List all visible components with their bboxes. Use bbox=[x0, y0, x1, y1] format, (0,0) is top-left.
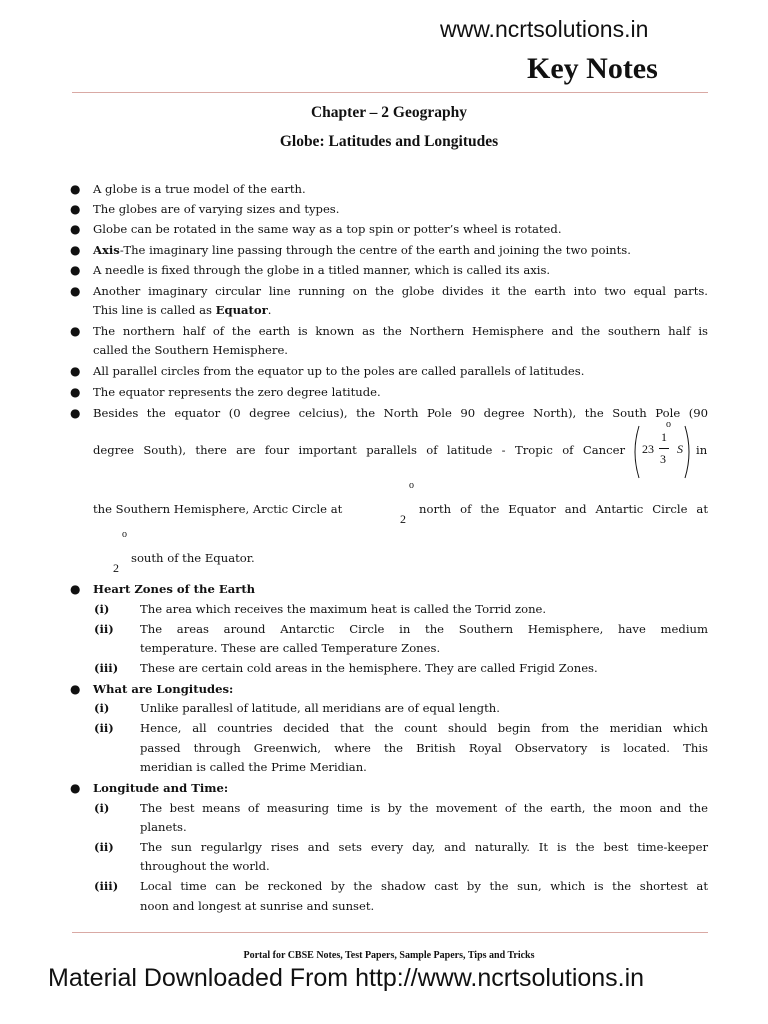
bullet-text: Besides the equator (0 degree celcius), the North Pole 90 degree North), the South Pole (90 bbox=[93, 406, 708, 420]
item-number: (iii) bbox=[94, 879, 119, 893]
bullet-text bbox=[93, 302, 271, 318]
bullet-text: The northern half of the earth is known as the Northern Hemisphere and the southern half is bbox=[93, 324, 708, 338]
item-number: (i) bbox=[94, 801, 110, 815]
item-number: (ii) bbox=[94, 840, 114, 854]
item-text: The areas around Antarctic Circle in the Southern Hemisphere, have medium bbox=[140, 622, 708, 636]
tropic-numerator: 1 bbox=[661, 430, 667, 444]
section-heading: What are Longitudes: bbox=[93, 682, 234, 696]
item-text: The area which receives the maximum heat is called the Torrid zone. bbox=[140, 602, 547, 616]
tropic-degree: o bbox=[666, 419, 671, 430]
section-heading: Heart Zones of the Earth bbox=[93, 582, 256, 596]
item-number: (ii) bbox=[94, 622, 114, 636]
chapter-subtitle: Globe: Latitudes and Longitudes bbox=[279, 133, 499, 150]
axis-definition: -The imaginary line passing through the centre of the earth and joining the two points. bbox=[119, 243, 631, 257]
header-rule bbox=[72, 92, 708, 93]
download-banner[interactable]: Material Downloaded From http://www.ncrtsolutions.in bbox=[48, 964, 645, 992]
footer-rule bbox=[72, 932, 708, 933]
bullet-dot: ● bbox=[70, 182, 81, 196]
item-text: The best means of measuring time is by the movement of the earth, the moon and the bbox=[140, 801, 708, 815]
footer-portal-text: Portal for CBSE Notes, Test Papers, Sample Papers, Tips and Tricks bbox=[243, 950, 535, 961]
bullet-text-end: in bbox=[696, 443, 708, 457]
item-text: These are certain cold areas in the hemisphere. They are called Frigid Zones. bbox=[140, 661, 598, 675]
item-text: Hence, all countries decided that the count should begin from the meridian which bbox=[140, 721, 708, 735]
bullet-dot: ● bbox=[70, 222, 81, 236]
bullet-text: The globes are of varying sizes and types. bbox=[93, 202, 340, 216]
antarctic-denominator: 2 bbox=[113, 561, 119, 575]
item-number: (iii) bbox=[94, 661, 119, 675]
item-text: meridian is called the Prime Meridian. bbox=[140, 760, 367, 774]
bullet-text: called the Southern Hemisphere. bbox=[93, 343, 288, 357]
tropic-bracket-left bbox=[631, 424, 641, 480]
item-number: (ii) bbox=[94, 721, 114, 735]
antarctic-degree: o bbox=[122, 529, 127, 540]
arctic-degree: o bbox=[409, 480, 414, 491]
bullet-dot: ● bbox=[70, 406, 81, 420]
section-heading: Longitude and Time: bbox=[93, 781, 229, 795]
equator-term: Equator bbox=[215, 303, 268, 317]
item-text: throughout the world. bbox=[140, 859, 270, 873]
bullet-dot: ● bbox=[70, 364, 81, 378]
item-text: Unlike parallesl of latitude, all meridians are of equal length. bbox=[140, 701, 500, 715]
item-number: (i) bbox=[94, 701, 110, 715]
chapter-title: Chapter – 2 Geography bbox=[310, 104, 467, 121]
bullet-dot: ● bbox=[70, 682, 81, 696]
bullet-dot: ● bbox=[70, 284, 81, 298]
item-text: passed through Greenwich, where the British Royal Observatory is located. This bbox=[140, 741, 708, 755]
tropic-direction: S bbox=[677, 442, 683, 456]
item-text: Local time can be reckoned by the shadow cast by the sun, which is the shortest at bbox=[140, 879, 708, 893]
bullet-text: Globe can be rotated in the same way as a top spin or potter’s wheel is rotated. bbox=[93, 222, 562, 236]
item-text: noon and longest at sunrise and sunset. bbox=[140, 899, 375, 913]
bullet-text: All parallel circles from the equator up to the poles are called parallels of latitudes. bbox=[93, 364, 585, 378]
bullet-text: A globe is a true model of the earth. bbox=[93, 182, 306, 196]
bullet-text: the Southern Hemisphere, Arctic Circle at bbox=[93, 502, 343, 516]
item-text: temperature. These are called Temperature Zones. bbox=[140, 641, 441, 655]
equator-pre: This line is called as bbox=[93, 303, 216, 317]
bullet-dot: ● bbox=[70, 385, 81, 399]
bullet-dot: ● bbox=[70, 202, 81, 216]
bullet-dot: ● bbox=[70, 324, 81, 338]
tropic-denominator: 3 bbox=[660, 452, 666, 466]
bullet-text bbox=[93, 242, 631, 258]
bullet-dot: ● bbox=[70, 582, 81, 596]
item-text: The sun regularlgy rises and sets every day, and naturally. It is the best time-keeper bbox=[140, 840, 708, 854]
bullet-dot: ● bbox=[70, 263, 81, 277]
bullet-text: north of the Equator and Antartic Circle at bbox=[419, 502, 708, 516]
axis-term: Axis bbox=[93, 243, 120, 257]
bullet-dot: ● bbox=[70, 781, 81, 795]
equator-post: . bbox=[267, 303, 272, 317]
tropic-whole: 23 bbox=[642, 442, 654, 456]
tropic-bracket-right bbox=[683, 424, 693, 480]
bullet-dot: ● bbox=[70, 243, 81, 257]
arctic-denominator: 2 bbox=[400, 512, 406, 526]
tropic-fraction-bar bbox=[659, 448, 669, 449]
key-notes-heading: Key Notes bbox=[527, 52, 658, 85]
item-number: (i) bbox=[94, 602, 110, 616]
bullet-text: degree South), there are four important parallels of latitude - Tropic of Cancer bbox=[93, 443, 625, 457]
item-text: planets. bbox=[140, 820, 187, 834]
bullet-text: The equator represents the zero degree latitude. bbox=[93, 385, 381, 399]
bullet-text: A needle is fixed through the globe in a titled manner, which is called its axis. bbox=[93, 263, 551, 277]
bullet-text: Another imaginary circular line running on the globe divides it the earth into two equal parts. bbox=[93, 284, 708, 298]
bullet-text: south of the Equator. bbox=[131, 551, 255, 565]
site-url[interactable]: www.ncrtsolutions.in bbox=[440, 16, 649, 42]
